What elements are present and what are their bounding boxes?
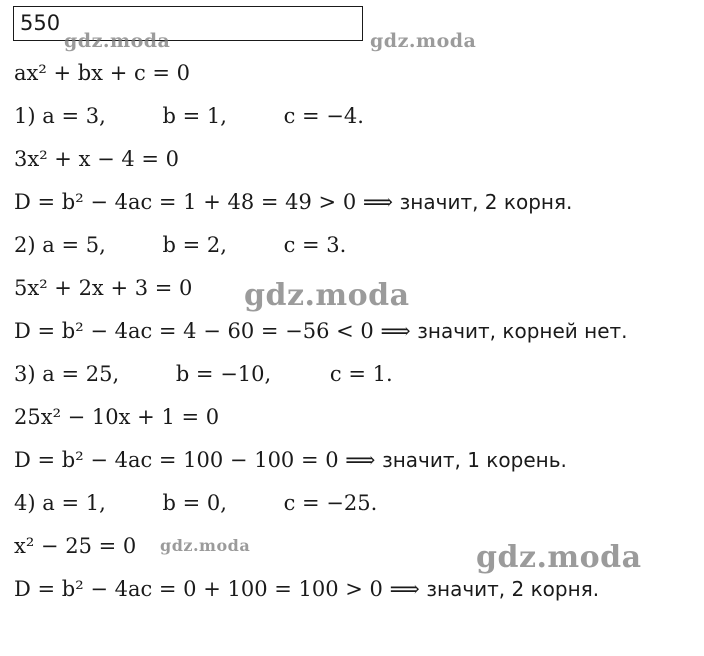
coef-c: c = 3. [283,233,347,257]
case-label: 3) [14,362,36,386]
case-3-discriminant [14,447,567,473]
coef-c: c = −4. [283,104,364,128]
watermark-small: gdz.moda [160,536,251,555]
discriminant-formula: D = b² − 4ac = 100 − 100 = 0 ⟹ [14,448,376,472]
general-form-line: ax² + bx + c = 0 [14,61,191,85]
coef-b: b = −10, [175,362,272,386]
watermark-bottom-right: gdz.moda [476,540,642,575]
conclusion-text: значит, корней нет. [417,319,628,343]
case-2-equation: 5x² + 2x + 3 = 0 [14,276,193,300]
case-label: 1) [14,104,36,128]
watermark-top-right: gdz.moda [370,30,477,52]
watermark-middle: gdz.moda [244,278,410,313]
coef-a: a = 5, [42,233,106,257]
case-4-coefficients [14,490,377,516]
conclusion-text: значит, 2 корня. [399,190,573,214]
case-1-coefficients [14,103,364,129]
coef-b: b = 1, [162,104,227,128]
discriminant-formula: D = b² − 4ac = 1 + 48 = 49 > 0 ⟹ [14,190,393,214]
task-number: 550 [20,11,61,35]
case-3-equation: 25x² − 10x + 1 = 0 [14,405,220,429]
conclusion-text: значит, 1 корень. [382,448,567,472]
case-4-equation: x² − 25 = 0 [14,534,137,558]
case-4-discriminant [14,576,599,602]
coef-b: b = 2, [162,233,227,257]
discriminant-formula: D = b² − 4ac = 0 + 100 = 100 > 0 ⟹ [14,577,420,601]
coef-a: a = 1, [42,491,106,515]
coef-c: c = −25. [283,491,378,515]
coef-a: a = 25, [42,362,120,386]
coef-c: c = 1. [329,362,393,386]
watermark-top-left: gdz.moda [64,30,171,52]
case-3-coefficients [14,361,393,387]
coef-b: b = 0, [162,491,227,515]
conclusion-text: значит, 2 корня. [426,577,600,601]
case-1-discriminant [14,189,572,215]
coef-a: a = 3, [42,104,106,128]
case-2-discriminant [14,318,628,344]
case-label: 4) [14,491,36,515]
case-2-coefficients [14,232,346,258]
case-1-equation: 3x² + x − 4 = 0 [14,147,180,171]
discriminant-formula: D = b² − 4ac = 4 − 60 = −56 < 0 ⟹ [14,319,411,343]
case-label: 2) [14,233,36,257]
